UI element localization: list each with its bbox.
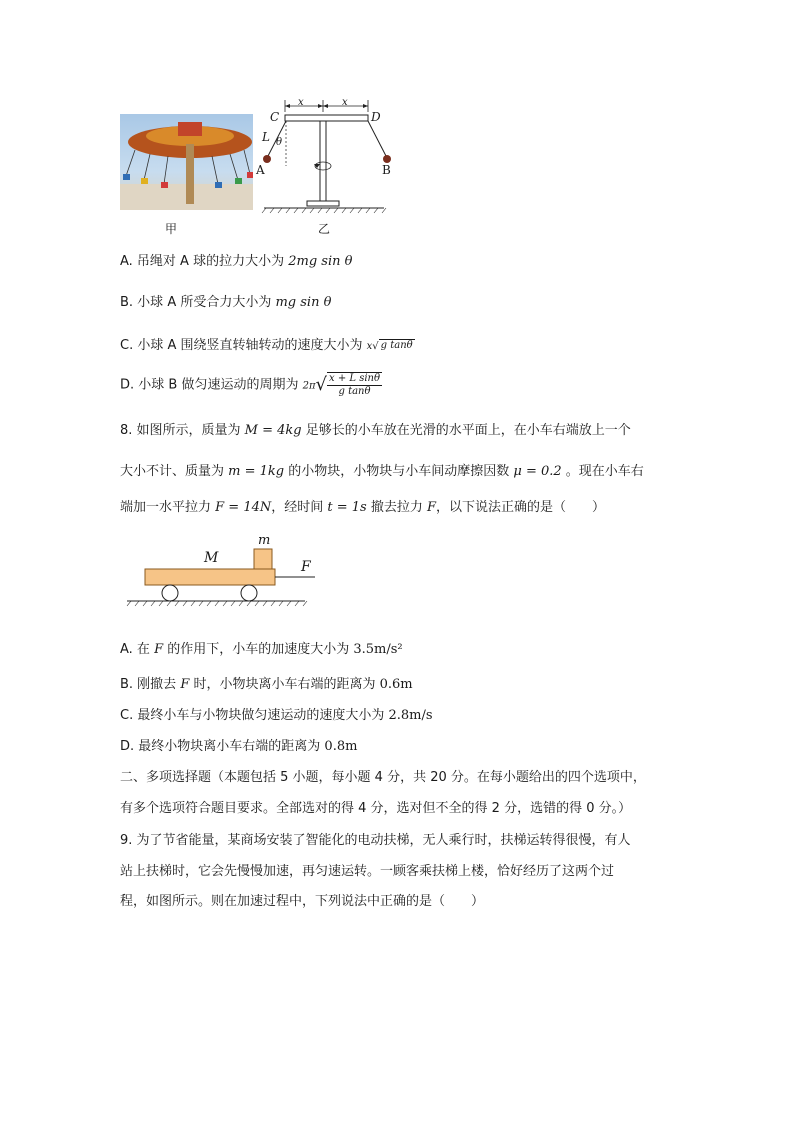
q8-text: 。现在小车右 [561,464,644,479]
carousel-photo [120,114,253,210]
label-M: M [204,550,219,566]
option-d-fraction [327,372,382,398]
option-value: 2.8m/s [388,708,433,723]
label-a: A [256,163,265,177]
q8-math-f: F [426,500,437,515]
label-b: B [382,163,391,177]
label-F: F [301,559,311,575]
option-b-math: mg sin θ [275,295,332,310]
option-text: D. 最终小物块离小车右端的距离为 [120,739,325,754]
q8-text: ，以下说法正确的是（ ） [436,500,606,515]
option-text: B. 刚撤去 [120,677,181,692]
label-x1: x [298,97,304,108]
q8-math-mass-M: M = 4kg [244,423,302,438]
option-value: 0.8m [324,739,358,754]
q9-line-1: 9. 为了节省能量，某商场安装了智能化的电动扶梯，无人乘行时，扶梯运转得很慢，有人 [120,833,631,848]
caption-jia: 甲 [165,222,178,236]
q8-math-time: t = 1s [327,500,367,515]
q8-text: 大小不计、质量为 [120,464,229,479]
q7-option-a [120,252,352,272]
option-math: F [154,642,164,657]
q7-option-c: C. 小球 A 围绕竖直转轴转动的速度大小为 x√ g tanθ [120,338,413,353]
cart-diagram [125,535,315,615]
label-d: D [371,110,381,124]
option-text: A. 在 [120,642,155,657]
q8-line-1 [120,421,631,441]
q8-text: 8. 如图所示，质量为 [120,423,245,438]
caption-yi: 乙 [318,222,331,236]
option-text: C. 最终小车与小物块做匀速运动的速度大小为 [120,708,389,723]
option-text: 时，小物块离小车右端的距离为 [189,677,380,692]
q8-option-a [120,640,403,660]
wheel-right [241,585,257,601]
carousel-illustration [120,114,253,210]
option-c-text: C. 小球 A 围绕竖直转轴转动的速度大小为 [120,338,367,353]
q8-text: 足够长的小车放在光滑的水平面上，在小车右端放上一个 [301,423,631,438]
option-value: 3.5m/s² [353,642,403,657]
section2-line-1: 二、多项选择题（本题包括 5 小题，每小题 4 分，共 20 分。在每小题给出的四个选项中， [120,770,646,785]
q9-line-2: 站上扶梯时，它会先慢慢加速，再匀速运转。一顾客乘扶梯上楼，恰好经历了这两个过 [120,864,615,879]
section2-line-2: 有多个选项符合题目要求。全部选对的得 4 分，选对但不全的得 2 分，选错的得 0 分。） [120,801,632,816]
option-c-math-pre: x [366,341,373,352]
q8-math-mass-m: m = 1kg [228,464,285,479]
option-value: 0.6m [379,677,413,692]
q9-line-3: 程，如图所示。则在加速过程中，下列说法中正确的是（ ） [120,894,485,909]
block-m [254,549,272,569]
label-c: C [270,110,280,124]
label-theta: θ [276,137,283,148]
q8-text: 端加一水平拉力 [120,500,216,515]
wheel-left [162,585,178,601]
option-text: 的作用下，小车的加速度大小为 [163,642,354,657]
fraction-numerator: x + L sinθ [329,373,381,384]
label-l: L [262,130,270,144]
fraction-denominator: g tanθ [338,386,371,397]
option-math: F [180,677,190,692]
option-a-text: A. 吊绳对 A 球的拉力大小为 [120,254,289,269]
q8-math-force: F = 14N [215,500,272,515]
q8-text: 撤去拉力 [366,500,427,515]
q8-option-c [120,706,433,726]
option-d-text: D. 小球 B 做匀速运动的周期为 [120,377,303,393]
q8-text: ，经时间 [271,500,328,515]
q8-option-b [120,675,413,695]
option-d-math-pre: 2π [302,380,316,392]
q8-math-mu: μ = 0.2 [513,464,562,479]
q8-line-2 [120,462,644,482]
cart-body [145,569,275,585]
label-m: m [258,533,271,548]
q8-option-d [120,737,357,757]
option-c-sqrt: g tanθ [380,340,413,351]
q8-line-3 [120,498,605,518]
option-a-math: 2mg sin θ [288,254,353,269]
q8-text: 的小物块，小物块与小车间动摩擦因数 [284,464,514,479]
label-x2: x [342,97,348,108]
q7-option-d: D. 小球 B 做匀速运动的周期为 2π√ $\frac{\text{x + L sinθ}}{\text{g tanθ}}$ [120,373,381,397]
option-b-text: B. 小球 A 所受合力大小为 [120,295,276,310]
q7-option-b [120,293,331,313]
